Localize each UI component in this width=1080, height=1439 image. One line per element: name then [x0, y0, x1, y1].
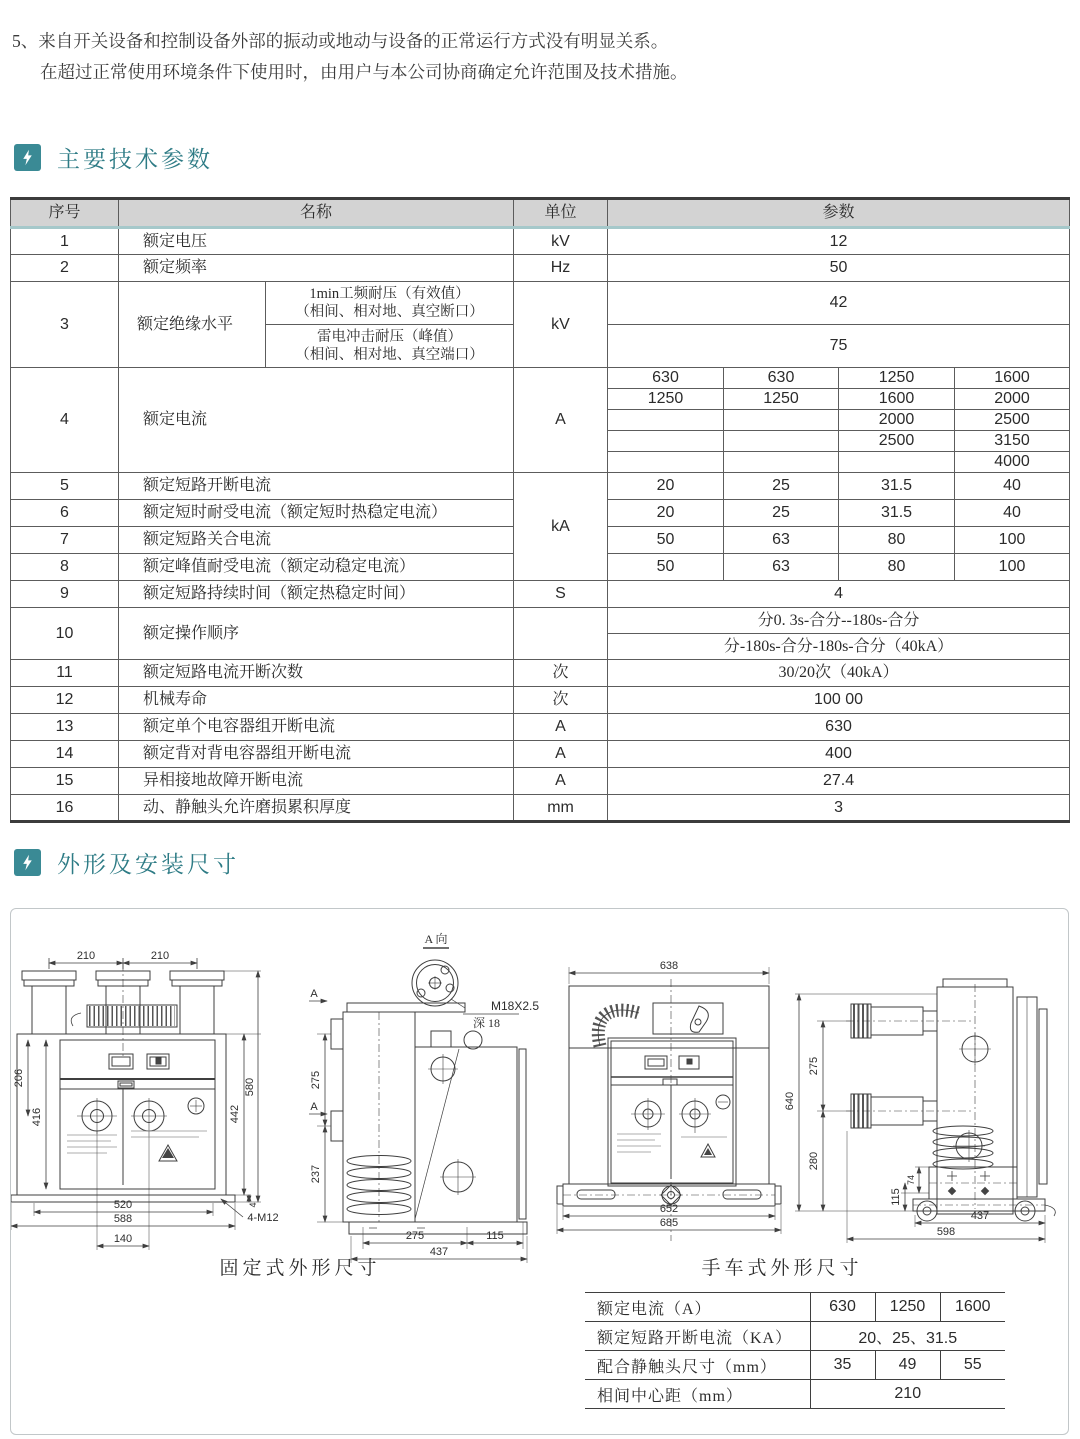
dim-label: 685 — [659, 1217, 679, 1229]
table-row: 1250 1250 1600 2000 — [11, 389, 1070, 410]
table-row: 14 额定背对背电容器组开断电流 A 400 — [11, 741, 1070, 768]
dim-label: 437 — [429, 1246, 449, 1258]
dim-label: 652 — [659, 1203, 679, 1215]
handcart-side-view — [784, 979, 1055, 1243]
table-row: 2000 2500 — [11, 410, 1070, 431]
dim-label: 437 — [970, 1210, 990, 1222]
table-row: 2500 3150 — [11, 431, 1070, 452]
table-row: 分-180s-合分-180s-合分（40kA） — [11, 634, 1070, 660]
spec-row: 额定电流（A） 630 1250 1600 — [585, 1293, 1005, 1322]
dim-label: 4 — [248, 1202, 258, 1208]
dim-label: 280 — [808, 1151, 820, 1171]
section-label: A — [310, 988, 318, 1000]
table-row: 1 额定电压 kV 12 — [11, 228, 1070, 255]
dim-label: 210 — [76, 950, 96, 962]
dim-label: 275 — [310, 1070, 322, 1090]
table-row: 13 额定单个电容器组开断电流 A 630 — [11, 714, 1070, 741]
dim-label: 416 — [31, 1107, 43, 1127]
table-row: 4000 — [11, 452, 1070, 473]
dim-label: 598 — [936, 1226, 956, 1238]
spec-row: 额定短路开断电流（KA） 20、25、31.5 — [585, 1322, 1005, 1351]
table-row: 雷电冲击耐压（峰值） （相间、相对地、真空端口） 75 — [11, 325, 1070, 368]
dim-label: 237 — [310, 1164, 322, 1184]
dim-label: 275 — [808, 1056, 820, 1076]
spec-row: 配合静触头尺寸（mm） 35 49 55 — [585, 1351, 1005, 1380]
section-header-dimensions — [14, 846, 239, 879]
dim-label: 210 — [150, 950, 170, 962]
table-row: 8 额定峰值耐受电流（额定动稳定电流） 50 63 80 100 — [11, 554, 1070, 581]
dim-label: 580 — [244, 1077, 256, 1097]
dim-label: 115 — [890, 1188, 902, 1206]
dim-label: 206 — [13, 1068, 25, 1088]
thread-label: M18X2.5 — [491, 999, 540, 1013]
lightning-icon — [14, 849, 41, 876]
dim-label: 520 — [113, 1199, 133, 1211]
view-label: A 向 — [424, 932, 448, 946]
depth-label: 深 18 — [473, 1016, 501, 1030]
intro-paragraph — [12, 26, 688, 88]
table-row: 16 动、静触头允许磨损累积厚度 mm 3 — [11, 795, 1070, 822]
spec-row: 相间中心距（mm） 210 — [585, 1380, 1005, 1409]
table-row: 3 额定绝缘水平 1min工频耐压（有效值） （相间、相对地、真空断口） kV 42 — [11, 282, 1070, 325]
dim-label: 140 — [113, 1233, 133, 1245]
col-header-unit: 单位 — [514, 199, 608, 228]
caption-fixed-type: 固定式外形尺寸 — [219, 1258, 381, 1279]
intro-line-2: 在超过正常使用环境条件下使用时，由用户与本公司协商确定允许范围及技术措施。 — [40, 62, 688, 82]
section-header-parameters — [14, 141, 213, 174]
table-row: 4 额定电流 A 630 630 1250 1600 — [11, 368, 1070, 389]
table-header-row — [11, 199, 1070, 228]
dim-label: 640 — [784, 1091, 796, 1111]
table-row: 11 额定短路电流开断次数 次 30/20次（40kA） — [11, 660, 1070, 687]
dim-label: 115 — [486, 1230, 504, 1242]
col-header-name: 名称 — [119, 199, 514, 228]
col-header-value: 参数 — [608, 199, 1070, 228]
dim-label: 638 — [659, 960, 679, 972]
section-title: 外形及安装尺寸 — [57, 852, 239, 877]
table-row: 10 额定操作顺序 分0. 3s-合分--180s-合分 — [11, 608, 1070, 634]
params-table — [10, 197, 1070, 823]
table-row: 5 额定短路开断电流 kA 20 25 31.5 40 — [11, 473, 1070, 500]
table-row: 9 额定短路持续时间（额定热稳定时间） S 4 — [11, 581, 1070, 608]
bolt-label: 4-M12 — [247, 1212, 279, 1224]
section-label: A — [310, 1101, 318, 1113]
table-row: 15 异相接地故障开断电流 A 27.4 — [11, 768, 1070, 795]
spec-table — [585, 1292, 1005, 1409]
fixed-side-view — [309, 932, 539, 1263]
table-row: 6 额定短时耐受电流（额定短时热稳定电流） 20 25 31.5 40 — [11, 500, 1070, 527]
table-row: 12 机械寿命 次 100 00 — [11, 687, 1070, 714]
fixed-front-view — [11, 950, 279, 1250]
section-title: 主要技术参数 — [57, 147, 213, 172]
intro-line-1: 5、来自开关设备和控制设备外部的振动或地动与设备的正常运行方式没有明显关系。 — [12, 31, 669, 51]
table-row: 2 额定频率 Hz 50 — [11, 255, 1070, 282]
dim-label: 442 — [229, 1104, 241, 1124]
caption-handcart-type: 手车式外形尺寸 — [701, 1258, 863, 1279]
handcart-front-view — [557, 960, 781, 1241]
lightning-icon — [14, 144, 41, 171]
table-row: 7 额定短路关合电流 50 63 80 100 — [11, 527, 1070, 554]
dim-label: 588 — [113, 1213, 133, 1225]
col-header-no: 序号 — [11, 199, 119, 228]
dim-label: 275 — [405, 1230, 425, 1242]
dim-label: 74 — [906, 1174, 916, 1186]
